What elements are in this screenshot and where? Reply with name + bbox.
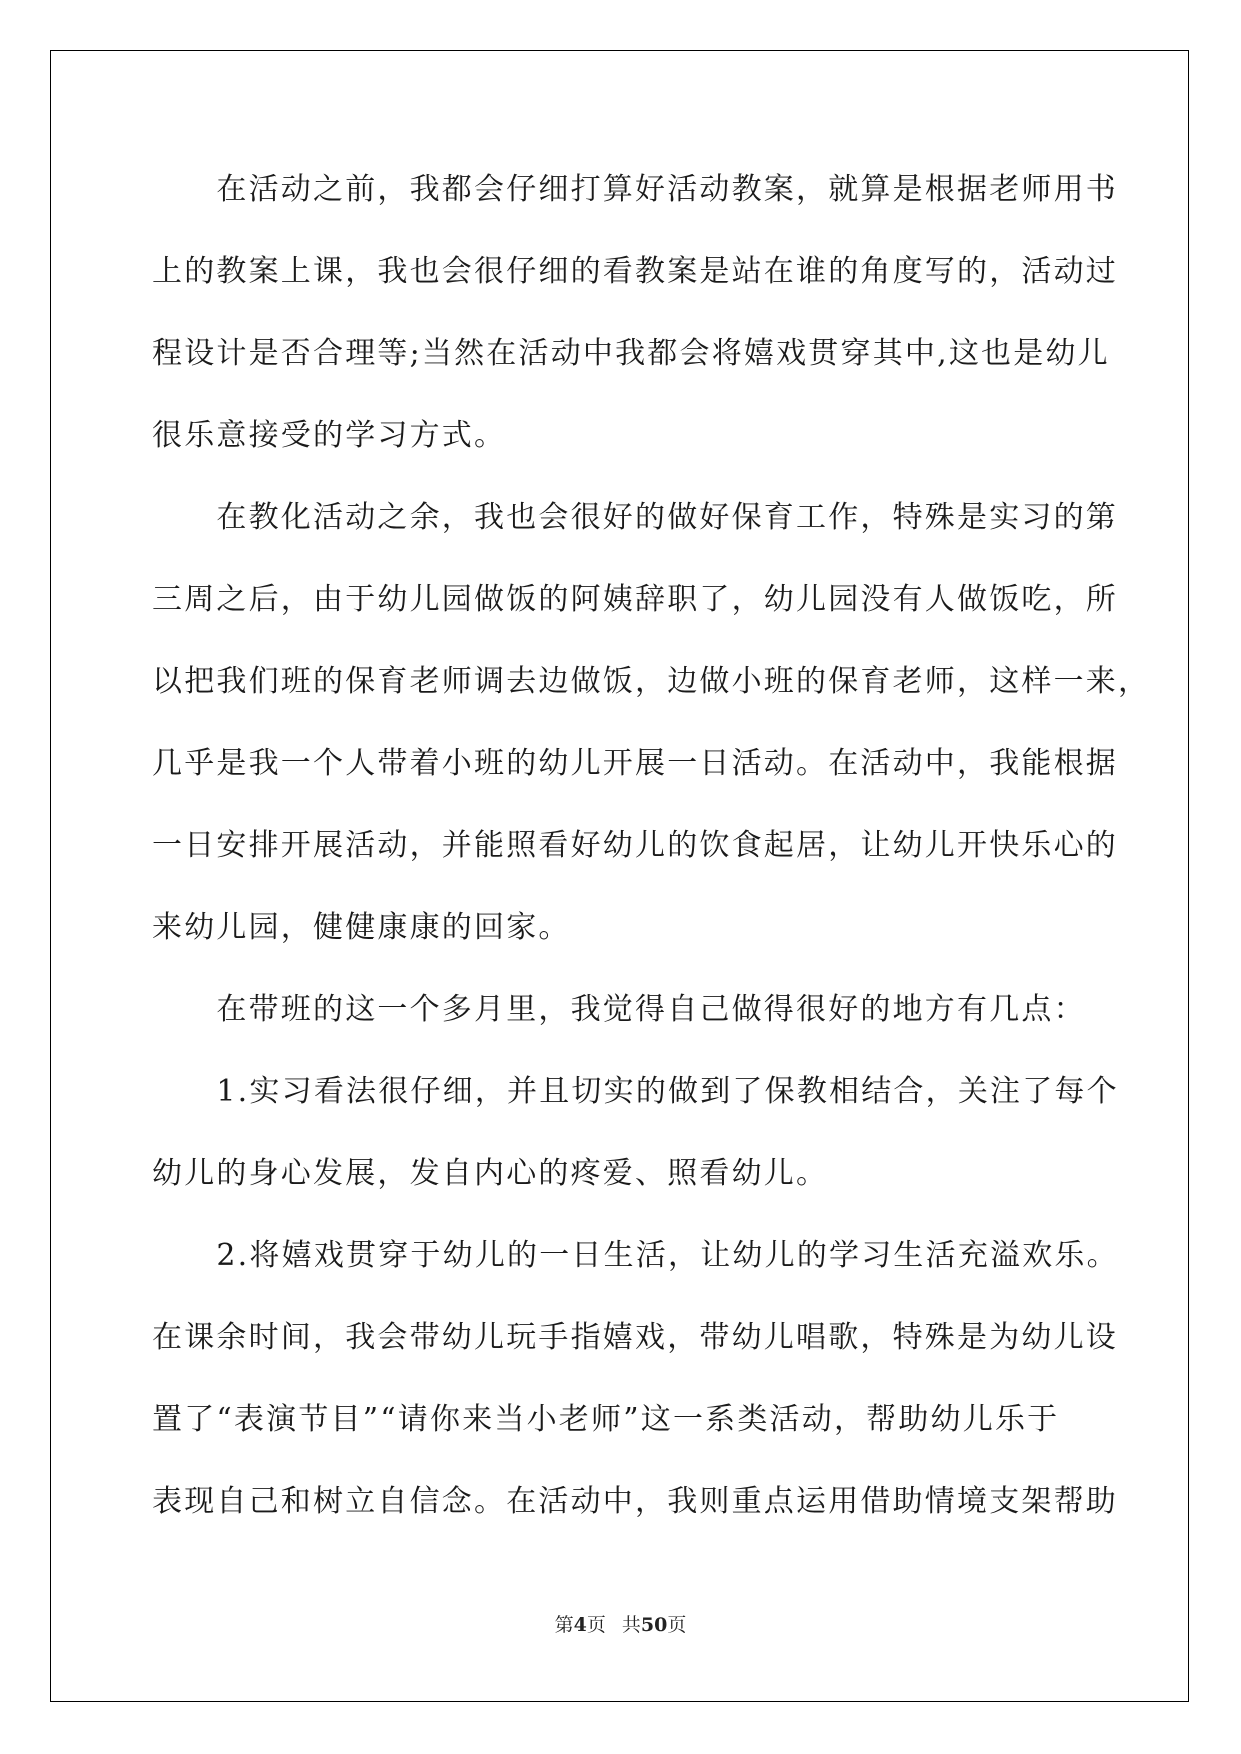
text-line: 在课余时间，我会带幼儿玩手指嬉戏，带幼儿唱歌，特殊是为幼儿设 [152, 1320, 1118, 1355]
page-suffix: 页 [586, 1614, 606, 1636]
text-line: 置了“表演节目”“请你来当小老师”这一系类活动，帮助幼儿乐于 [152, 1402, 1060, 1437]
page-prefix: 第 [554, 1614, 574, 1636]
text-line: 1.实习看法很仔细，并且切实的做到了保教相结合，关注了每个 [152, 1074, 1119, 1109]
text-line: 在带班的这一个多月里，我觉得自己做得很好的地方有几点： [152, 992, 1086, 1027]
document-body [152, 158, 1151, 1552]
text-line: 幼儿的身心发展，发自内心的疼爱、照看幼儿。 [152, 1156, 829, 1191]
text-line: 一日安排开展活动，并能照看好幼儿的饮食起居，让幼儿开快乐心的 [152, 828, 1118, 863]
text-line: 三周之后，由于幼儿园做饭的阿姨辞职了，幼儿园没有人做饭吃，所 [152, 582, 1118, 617]
total-suffix: 页 [667, 1614, 687, 1636]
text-line: 很乐意接受的学习方式。 [152, 418, 507, 453]
text-line: 表现自己和树立自信念。在活动中，我则重点运用借助情境支架帮助 [152, 1484, 1118, 1519]
total-prefix: 共 [621, 1614, 641, 1636]
text-line: 几乎是我一个人带着小班的幼儿开展一日活动。在活动中，我能根据 [152, 746, 1118, 781]
page-number: 4 [573, 1614, 587, 1636]
total-pages: 50 [640, 1614, 668, 1636]
text-line: 上的教案上课，我也会很仔细的看教案是站在谁的角度写的，活动过 [152, 254, 1118, 289]
page-footer [0, 1610, 1241, 1637]
text-line: 在教化活动之余，我也会很好的做好保育工作，特殊是实习的第 [152, 500, 1118, 535]
text-line: 在活动之前，我都会仔细打算好活动教案，就算是根据老师用书 [152, 172, 1118, 207]
text-line: 来幼儿园，健健康康的回家。 [152, 910, 571, 945]
text-line: 2.将嬉戏贯穿于幼儿的一日生活，让幼儿的学习生活充溢欢乐。 [152, 1238, 1119, 1273]
text-line: 程设计是否合理等;当然在活动中我都会将嬉戏贯穿其中,这也是幼儿 [152, 336, 1110, 371]
text-line: 以把我们班的保育老师调去边做饭，边做小班的保育老师，这样一来， [152, 664, 1151, 699]
